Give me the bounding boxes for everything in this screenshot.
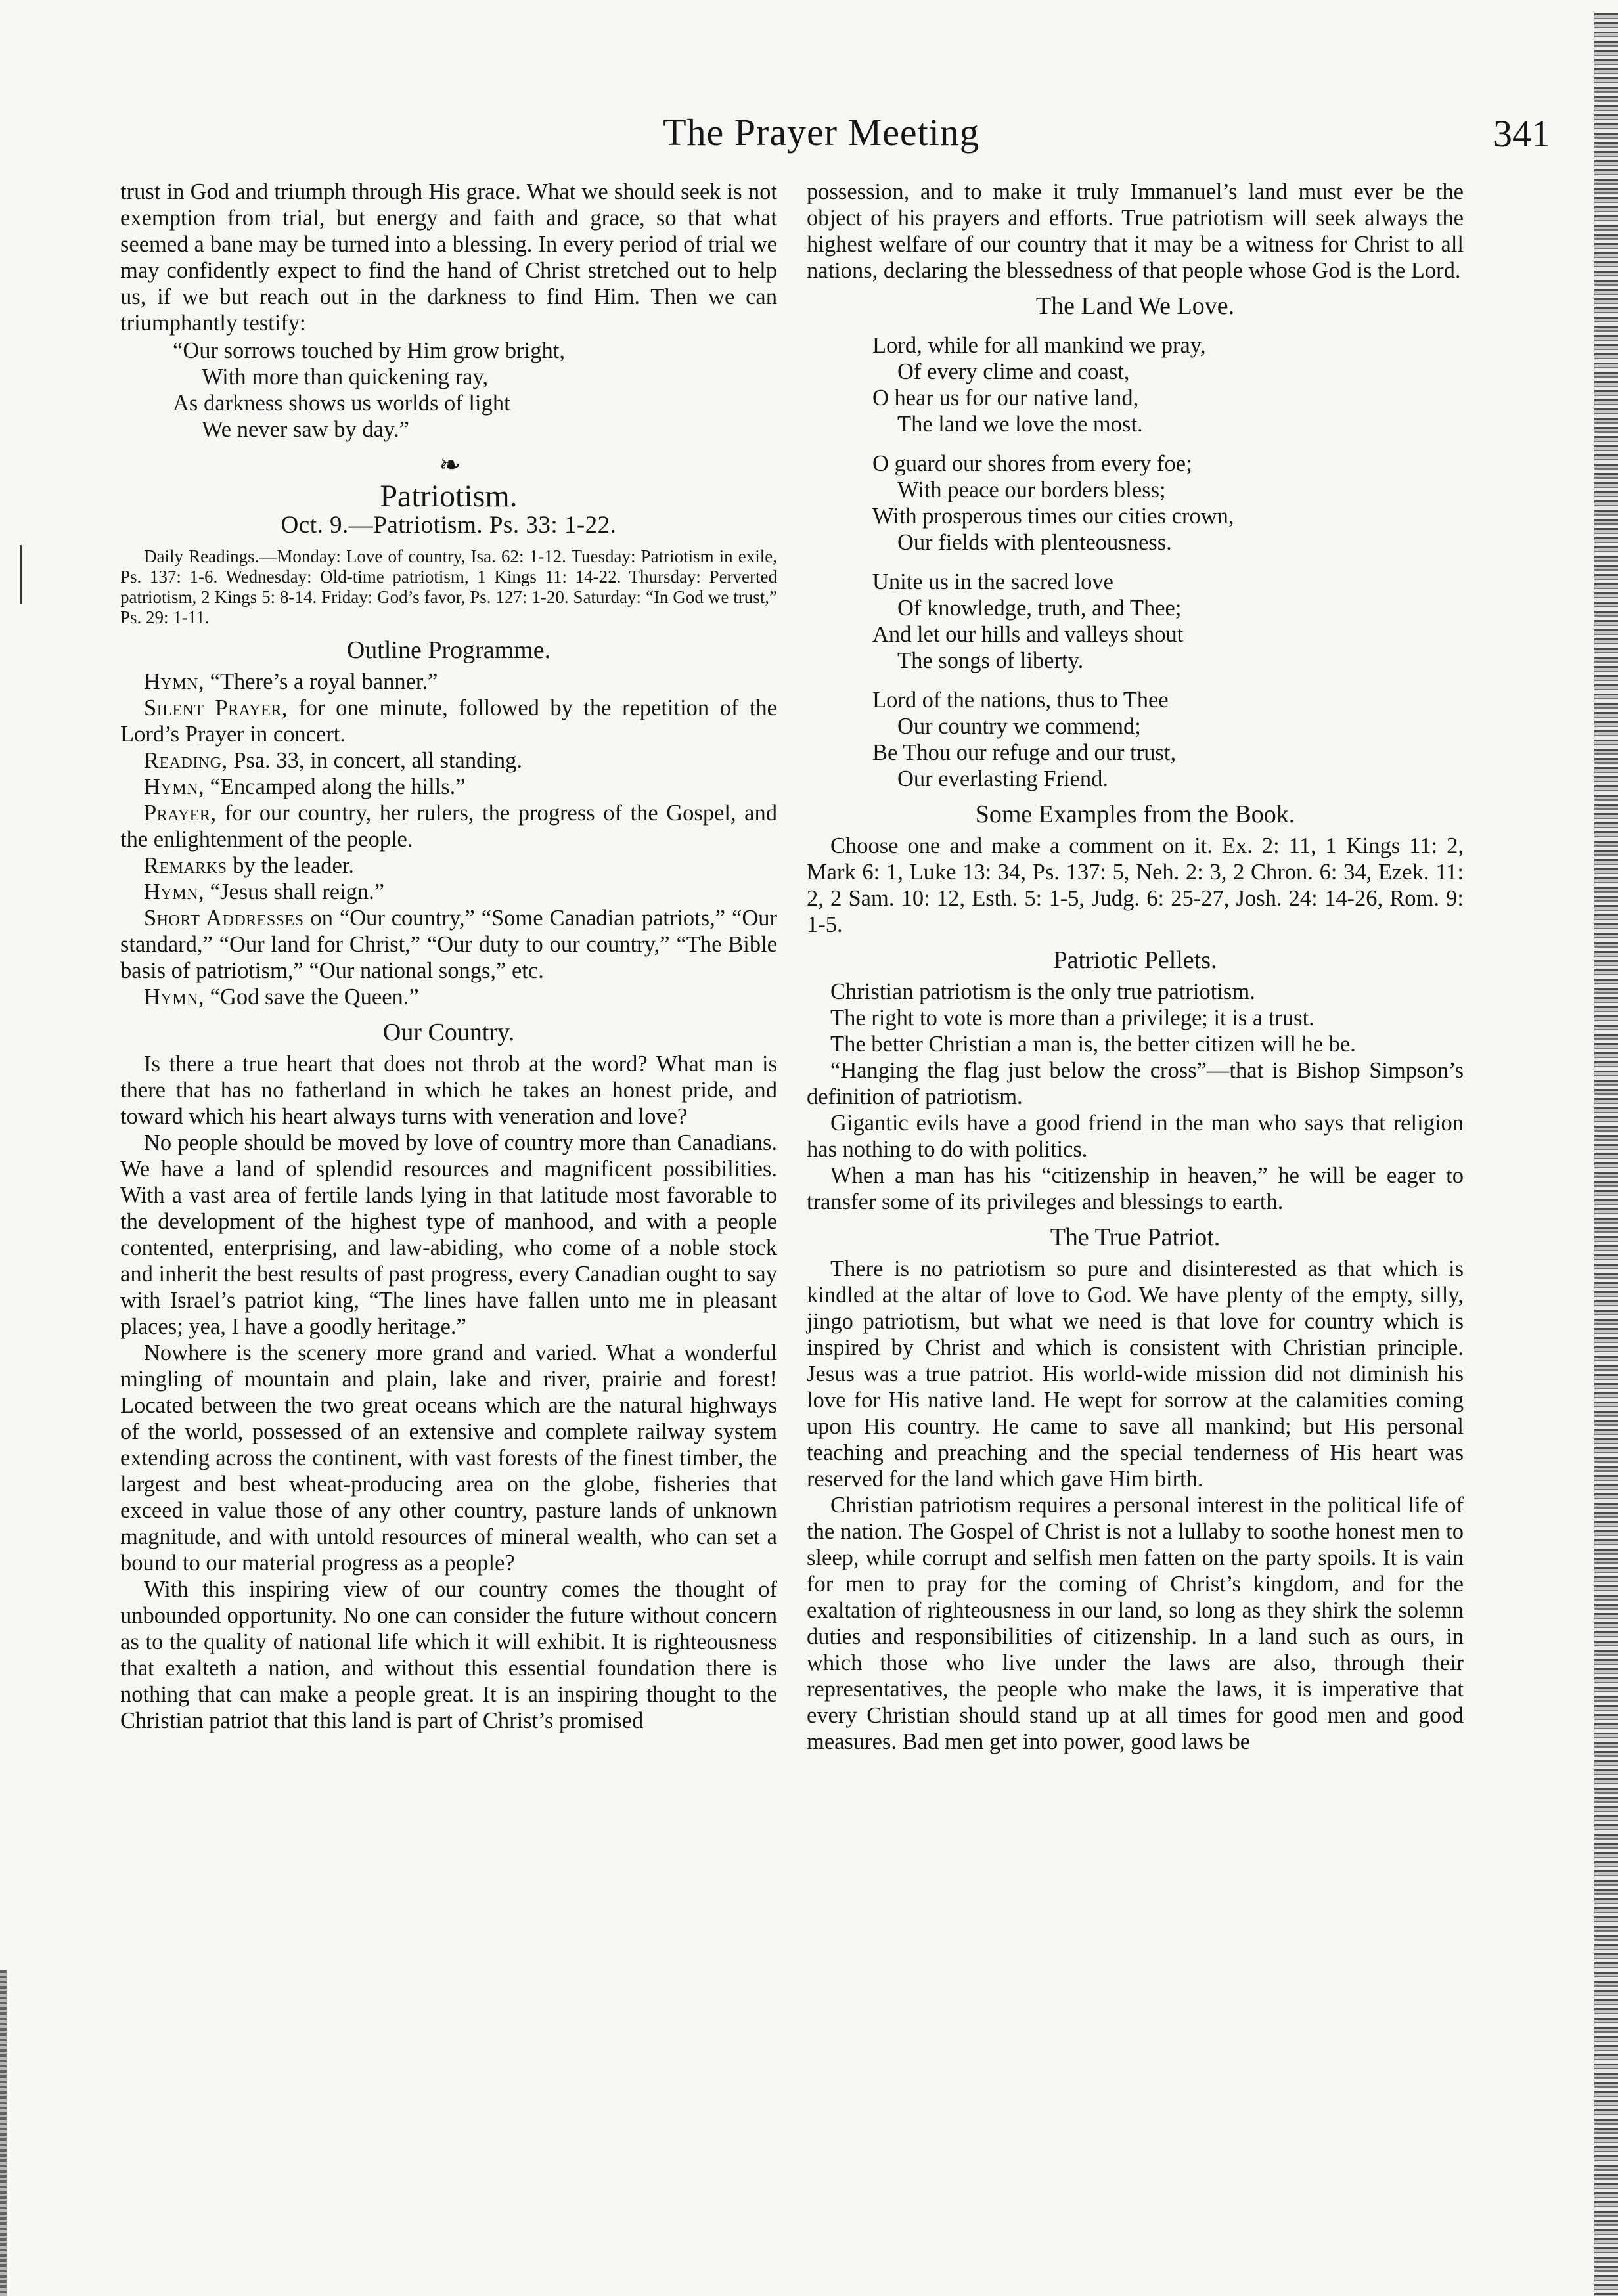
- quoted-poem: [173, 338, 777, 443]
- body-paragraph: There is no patriotism so pure and disinterested as that which is kindled at the altar of love to God. We have plenty of the empty, silly, jingo patriotism, but what we need is that love for country which is inspired by Christ and which is consistent with Christian principle. Jesus was a true patriot. His world-wide mission did not diminish his love for His native land. He wept for sorrow at the calamities coming upon His country. He came to save all mankind; but His personal teaching and preaching and the special tenderness of His heart was reserved for the land which gave Him birth.: [807, 1256, 1464, 1491]
- margin-mark: [20, 545, 22, 604]
- hymn-stanza: [872, 569, 1464, 674]
- daily-readings: Daily Readings.—Monday: Love of country, Isa. 62: 1-12. Tuesday: Patriotism in exile, Ps. 137: 1-6. Wednesday: Old-time patriotism, 1 Kings 11: 14-22. Thursday: Perverted patriotism, 2 Kings 5: 8-14. Friday: God’s favor, Ps. 127: 1-20. Saturday: “In God we trust,” Ps. 29: 1-11.: [120, 546, 777, 627]
- pellets-heading: Patriotic Pellets.: [1053, 946, 1217, 974]
- poem-line: As darkness shows us worlds of light: [173, 391, 510, 416]
- body-paragraph: Nowhere is the scenery more grand and varied. What a wonderful mingling of mountain and plain, lake and river, prairie and forest! Located between the two great oceans which are the natural highways of the world, possessed of an extensive and complete railway system extending across the continent, with vast forests of the finest timber, the largest and best wheat-producing area on the globe, fisheries that exceed in value those of any other country, pasture lands of unknown magnitude, and with untold resources of mineral wealth, who can set a bound to our material progress as a people?: [120, 1340, 777, 1576]
- hymn-line: Our country we commend;: [897, 714, 1141, 739]
- poem-line: With more than quickening ray,: [202, 364, 489, 389]
- hymn-line: The songs of liberty.: [897, 648, 1084, 673]
- topic-date-line: Oct. 9.—Patriotism. Ps. 33: 1-22.: [281, 512, 617, 539]
- hymn-title: The Land We Love.: [1035, 292, 1235, 320]
- hymn-stanza: [872, 687, 1464, 792]
- body-paragraph: Christian patriotism requires a personal interest in the political life of the nation. The Gospel of Christ is not a lullaby to soothe honest men to sleep, while corrupt and selfish men fatten on the party spoils. It is vain for men to pray for the coming of Christ’s kingdom, and for the exaltation of righteousness in our land, so long as they shirk the solemn duties and responsibilities of citizenship. In a land such as ours, in which those who live under the laws are also, through their representatives, the people who make the laws, it is imperative that every Christian should stand up at all times for good men and good measures. Bad men get into power, good laws be: [807, 1493, 1464, 1754]
- programme-item: [120, 669, 777, 695]
- programme-list: [120, 669, 777, 1010]
- section-title: Patriotism.: [380, 479, 518, 514]
- programme-item: [120, 852, 777, 879]
- programme-heading: Outline Programme.: [346, 636, 551, 664]
- hymn-line: The land we love the most.: [897, 412, 1143, 437]
- hymn-line: O hear us for our native land,: [872, 386, 1139, 410]
- hymn-line: With peace our borders bless;: [897, 477, 1166, 502]
- pellet-item: “Hanging the flag just below the cross”—that is Bishop Simpson’s definition of patriotism.: [807, 1058, 1464, 1109]
- programme-text: for our country, her rulers, the progress of the Gospel, and the enlightenment of the people.: [120, 801, 777, 852]
- hymn-line: Our fields with plenteousness.: [897, 530, 1172, 555]
- programme-text: by the leader.: [227, 853, 355, 878]
- body-paragraph: With this inspiring view of our country comes the thought of unbounded opportunity. No one can consider the future without concern as to the quality of national life which it will exhibit. It is righteousness that exalteth a nation, and without this essential foundation there is nothing that can make a people great. It is an inspiring thought to the Christian patriot that this land is part of Christ’s promised: [120, 1577, 777, 1733]
- continued-paragraph: possession, and to make it truly Immanuel’s land must ever be the object of his prayers and efforts. True patriotism will seek always the highest welfare of our country that it may be a witness for Christ to all nations, declaring the blessedness of that people whose God is the Lord.: [807, 179, 1464, 283]
- page-number: 341: [1493, 112, 1550, 155]
- programme-label: Hymn,: [144, 774, 205, 799]
- hymn-line: Of knowledge, truth, and Thee;: [897, 596, 1182, 621]
- left-column: [120, 179, 777, 1734]
- pellet-item: Christian patriotism is the only true patriotism.: [830, 979, 1255, 1004]
- programme-text: on “Our country,” “Some Canadian patriots,” “Our standard,” “Our land for Christ,” “Our duty to our country,” “The Bible basis of patriotism,” “Our national songs,” etc.: [120, 906, 777, 983]
- programme-label: Hymn,: [144, 879, 205, 904]
- programme-label: Hymn,: [144, 669, 205, 694]
- hymn-line: And let our hills and valleys shout: [872, 622, 1184, 647]
- right-column: [807, 179, 1464, 1755]
- hymn-stanza: [872, 451, 1464, 556]
- examples-heading: Some Examples from the Book.: [975, 801, 1295, 828]
- hymn-line: With prosperous times our cities crown,: [872, 504, 1234, 529]
- programme-text: “Jesus shall reign.”: [204, 879, 385, 904]
- hymn-line: Our everlasting Friend.: [897, 766, 1108, 791]
- programme-label: Reading,: [144, 748, 228, 773]
- true-patriot-heading: The True Patriot.: [1050, 1224, 1221, 1251]
- pellet-item: The better Christian a man is, the better citizen will he be.: [830, 1032, 1356, 1057]
- hymn-stanza: [872, 332, 1464, 437]
- programme-item: [120, 879, 777, 905]
- programme-label: Hymn,: [144, 984, 205, 1009]
- our-country-heading: Our Country.: [382, 1019, 515, 1046]
- body-paragraph: Is there a true heart that does not throb at the word? What man is there that has no fatherland in which he takes an honest pride, and toward which his heart always turns with veneration and love?: [120, 1051, 777, 1129]
- programme-text: Psa. 33, in concert, all standing.: [227, 748, 523, 773]
- ornament-fleuron: ❧: [439, 450, 459, 479]
- hymn-line: O guard our shores from every foe;: [872, 451, 1192, 476]
- programme-text: “There’s a royal banner.”: [204, 669, 438, 694]
- programme-text: “Encamped along the hills.”: [204, 774, 466, 799]
- programme-item: [120, 774, 777, 800]
- programme-item: [120, 984, 777, 1010]
- hymn-line: Lord of the nations, thus to Thee: [872, 688, 1169, 713]
- opening-paragraph: trust in God and triumph through His grace. What we should seek is not exemption from trial, but energy and faith and grace, so that what seemed a bane may be turned into a blessing. In every period of trial we may confidently expect to find the hand of Christ stretched out to help us, if we but reach out in the darkness to find Him. Then we can triumphantly testify:: [120, 179, 777, 336]
- hymn-line: Lord, while for all mankind we pray,: [872, 333, 1206, 358]
- poem-line: “Our sorrows touched by Him grow bright,: [173, 338, 565, 363]
- scanned-binding-edge: [0, 1970, 7, 2296]
- hymn-line: Be Thou our refuge and our trust,: [872, 740, 1177, 765]
- programme-label: Remarks: [144, 853, 227, 878]
- pellet-item: When a man has his “citizenship in heaven,” he will be eager to transfer some of its privileges and blessings to earth.: [807, 1163, 1464, 1214]
- programme-label: Prayer,: [144, 801, 217, 826]
- hymn-line: Unite us in the sacred love: [872, 569, 1113, 594]
- programme-label: Short Addresses: [144, 906, 304, 931]
- page-header: [92, 110, 1550, 156]
- programme-item: [120, 747, 777, 774]
- running-title: The Prayer Meeting: [663, 111, 979, 154]
- programme-item: [120, 905, 777, 984]
- pellet-item: Gigantic evils have a good friend in the man who says that religion has nothing to do with politics.: [807, 1111, 1464, 1162]
- hymn-line: Of every clime and coast,: [897, 359, 1130, 384]
- programme-label: Silent Prayer,: [144, 695, 288, 720]
- body-paragraph: No people should be moved by love of country more than Canadians. We have a land of splendid resources and magnificent possibilities. With a vast area of fertile lands lying in that latitude most favorable to the development of the highest type of manhood, and with a people contented, enterprising, and law-abiding, who come of a noble stock and inherit the best results of past progress, every Canadian ought to say with Israel’s patriot king, “The lines have fallen unto me in pleasant places; yea, I have a goodly heritage.”: [120, 1130, 777, 1339]
- programme-item: [120, 695, 777, 747]
- programme-text: for one minute, followed by the repetition of the Lord’s Prayer in concert.: [120, 695, 777, 747]
- pellet-item: The right to vote is more than a privilege; it is a trust.: [830, 1005, 1315, 1030]
- scanned-page-edge: [1594, 13, 1618, 2296]
- programme-item: [120, 800, 777, 852]
- examples-paragraph: Choose one and make a comment on it. Ex. 2: 11, 1 Kings 11: 2, Mark 6: 1, Luke 13: 34, Ps. 137: 5, Neh. 2: 3, 2 Chron. 6: 34, Ezek. 11: 2, 2 Sam. 10: 12, Esth. 5: 1-5, Judg. 6: 25-27, Josh. 24: 14-26, Rom. 9: 1-5.: [807, 833, 1464, 937]
- programme-text: “God save the Queen.”: [204, 984, 419, 1009]
- poem-line: We never saw by day.”: [202, 417, 409, 442]
